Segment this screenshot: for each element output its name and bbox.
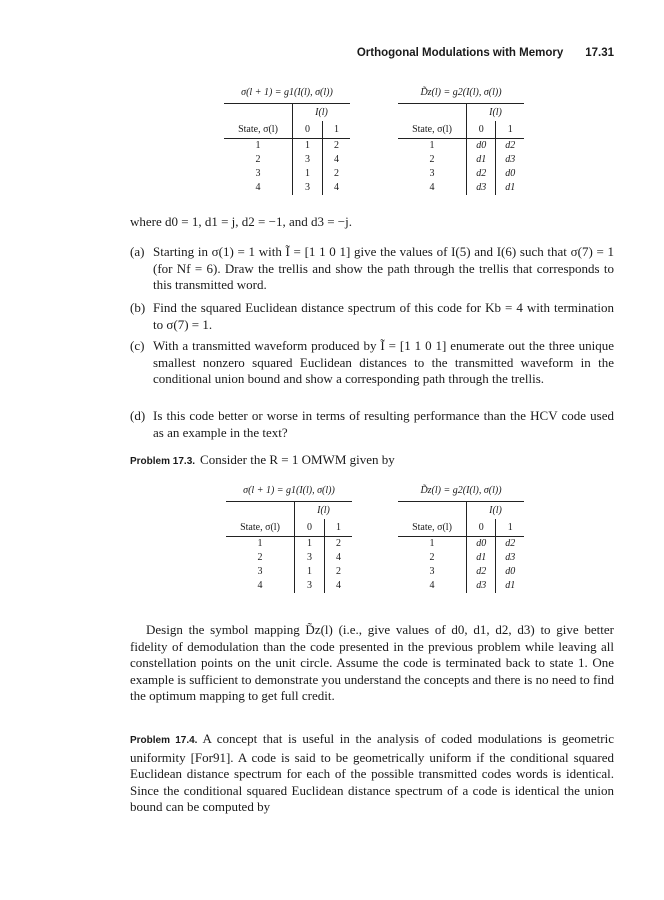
input-label: I(l) xyxy=(295,502,353,519)
problem-text: Consider the R = 1 OMWM given by xyxy=(200,452,395,467)
input-value: 0 xyxy=(467,121,496,139)
table-row: 2 3 4 xyxy=(226,551,352,565)
running-header-title: Orthogonal Modulations with Memory xyxy=(356,47,564,59)
problem-label: Problem 17.3. xyxy=(130,456,196,467)
running-header xyxy=(0,47,614,59)
table-row: 4 3 4 xyxy=(224,181,350,195)
input-value: 0 xyxy=(293,121,323,139)
where-line: where d0 = 1, d1 = j, d2 = −1, and d3 = −j. xyxy=(130,214,352,229)
table-row: 3 d2 d0 xyxy=(398,565,524,579)
table-row: 2 3 4 xyxy=(224,153,350,167)
question-label: (d) xyxy=(130,408,146,423)
input-value: 1 xyxy=(322,121,350,139)
input-value: 1 xyxy=(496,121,524,139)
problem-text: A concept that is useful in the analysis of coded modulations is geometric uniformity [For91]. A code is said to be geometrically uniform if the conditional squared Euclidean distance spectrum for each of the possible transmitted codes words is identical. Since the conditional squared Euclidean distance spectrum of a code is identical the union bound can be computed by xyxy=(130,731,614,814)
table-row: 1 1 2 xyxy=(224,139,350,154)
input-value: 0 xyxy=(295,519,325,537)
input-label: I(l) xyxy=(467,104,525,121)
table-row: 4 d3 d1 xyxy=(398,579,524,593)
input-value: 0 xyxy=(467,519,496,537)
table-row: 1 1 2 xyxy=(226,537,352,552)
problem-label: Problem 17.4. xyxy=(130,735,198,746)
state-table-caption: σ(l + 1) = g1(I(l), σ(l)) xyxy=(224,87,350,104)
table-row: 3 d2 d0 xyxy=(398,167,524,181)
question-b: Find the squared Euclidean distance spectrum of this code for Kb = 4 with termination to σ(7) = 1. xyxy=(153,300,614,332)
table-row: 1 d0 d2 xyxy=(398,139,524,154)
table-row: 1 d0 d2 xyxy=(398,537,524,552)
state-column-header: State, σ(l) xyxy=(398,121,467,139)
problem-17-4 xyxy=(130,731,614,816)
state-table-1 xyxy=(224,87,350,195)
table-row: 4 d3 d1 xyxy=(398,181,524,195)
table-row: 2 d1 d3 xyxy=(398,551,524,565)
state-column-header: State, σ(l) xyxy=(224,121,293,139)
page-number: 17.31 xyxy=(585,47,614,59)
state-table-caption: σ(l + 1) = g1(I(l), σ(l)) xyxy=(226,485,352,502)
symbol-table-2 xyxy=(398,485,524,593)
input-label: I(l) xyxy=(293,104,351,121)
question-label: (a) xyxy=(130,244,145,259)
input-value: 1 xyxy=(496,519,524,537)
problem-17-3 xyxy=(130,452,614,471)
table-row: 3 1 2 xyxy=(224,167,350,181)
symbol-table-caption: D̃z(l) = g2(I(l), σ(l)) xyxy=(398,485,524,502)
table-row: 2 d1 d3 xyxy=(398,153,524,167)
table-row: 3 1 2 xyxy=(226,565,352,579)
state-table-2 xyxy=(226,485,352,593)
input-value: 1 xyxy=(324,519,352,537)
table-row: 4 3 4 xyxy=(226,579,352,593)
question-a: Starting in σ(1) = 1 with Ĩ = [1 1 0 1] give the values of I(5) and I(6) such that σ(7) = 1 (for Nf = 6). Draw the trellis and show the path through the trellis that corresponds to this transmitted word. xyxy=(153,244,614,292)
state-column-header: State, σ(l) xyxy=(398,519,467,537)
design-paragraph: Design the symbol mapping D̃z(l) (i.e., give values of d0, d1, d2, d3) to give better fidelity of demodulation than the code presented in the previous problem while leaving all constellation points on the unit circle. Assume the code is terminated back to state 1. One example is sufficient to demonstrate you understand the concepts and there is no need to find the optimum mapping to get full credit. xyxy=(130,622,614,703)
symbol-table-1 xyxy=(398,87,524,195)
input-label: I(l) xyxy=(467,502,525,519)
symbol-table-caption: D̃z(l) = g2(I(l), σ(l)) xyxy=(398,87,524,104)
question-label: (c) xyxy=(130,338,145,353)
question-c: With a transmitted waveform produced by Ĩ = [1 1 0 1] enumerate out the three unique smallest nonzero squared Euclidean distances to the transmitted waveform in the conditional union bound and show a corresponding path through the trellis. xyxy=(153,338,614,386)
question-d: Is this code better or worse in terms of resulting performance than the HCV code used as an example in the text? xyxy=(153,408,614,440)
question-label: (b) xyxy=(130,300,146,315)
state-column-header: State, σ(l) xyxy=(226,519,295,537)
